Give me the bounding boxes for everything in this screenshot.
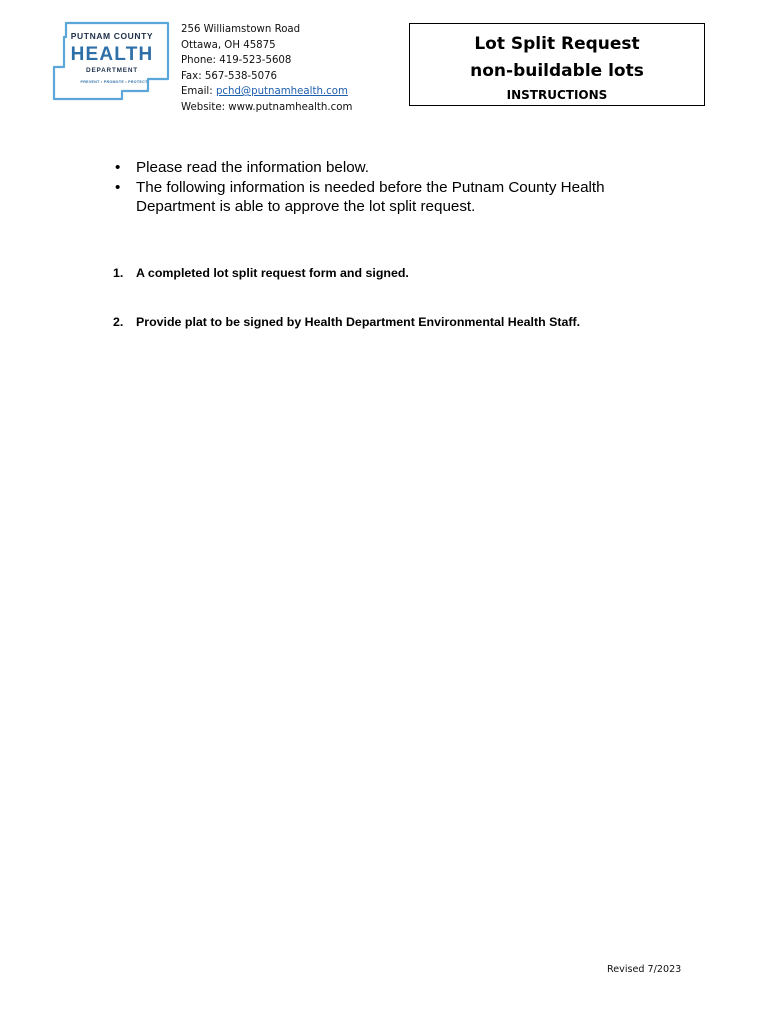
step-number: 1.	[113, 266, 124, 280]
step-item	[113, 266, 580, 280]
address-line1: 256 Williamstown Road	[181, 24, 301, 35]
title-line1: Lot Split Request	[474, 34, 640, 54]
logo-line3: DEPARTMENT	[86, 67, 138, 74]
website: Website: www.putnamhealth.com	[181, 101, 353, 113]
step-item	[113, 315, 580, 329]
bullet-dot-icon: •	[115, 159, 121, 176]
email-link[interactable]: pchd@putnamhealth.com	[215, 86, 348, 97]
logo-line1: PUTNAM COUNTY	[70, 31, 154, 41]
bullet-list	[115, 158, 636, 217]
phone-number: Phone: 419-523-5608	[181, 55, 292, 66]
revision-date: Revised 7/2023	[607, 964, 682, 975]
logo-line2: HEALTH	[70, 44, 154, 65]
contact-info	[181, 22, 352, 115]
bullet-text: The following information is needed before the Putnam County Health Department is able to approve the lot split request.	[136, 178, 605, 215]
title-line3: INSTRUCTIONS	[506, 88, 608, 102]
email-row	[181, 84, 352, 100]
bullet-item	[115, 178, 636, 217]
fax-number: Fax: 567-538-5076	[181, 70, 278, 82]
logo-tagline: PREVENT • PROMOTE • PROTECT	[80, 80, 148, 84]
email-label: Email:	[181, 86, 216, 97]
title-line2: non-buildable lots	[470, 61, 644, 81]
bullet-dot-icon: •	[115, 178, 121, 196]
bullet-item	[115, 158, 636, 178]
numbered-steps	[113, 266, 580, 329]
step-number: 2.	[113, 315, 124, 329]
step-text: A completed lot split request form and signed.	[136, 266, 409, 280]
bullet-text: Please read the information below.	[136, 159, 370, 176]
document-title-box	[409, 23, 705, 106]
county-outline-icon	[52, 21, 170, 101]
address-line2: Ottawa, OH 45875	[181, 39, 276, 51]
step-text: Provide plat to be signed by Health Department Environmental Health Staff.	[136, 315, 581, 329]
health-department-logo	[52, 21, 170, 101]
